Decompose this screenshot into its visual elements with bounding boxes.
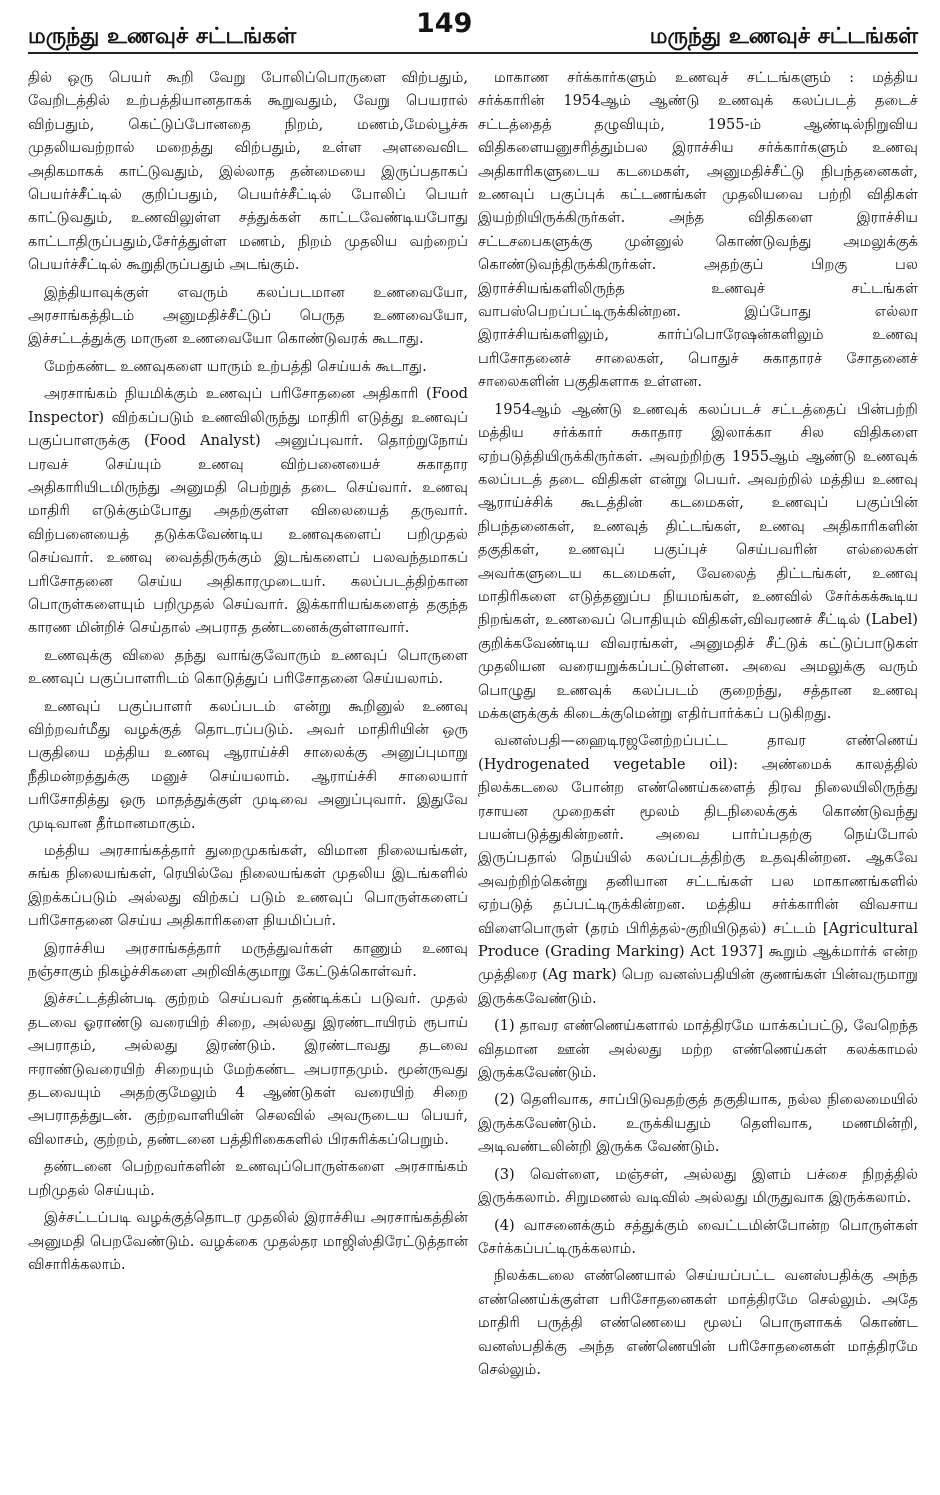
paragraph: மேற்கண்ட உணவுகளை யாரும் உற்பத்தி செய்யக் கூடாது. <box>44 357 427 375</box>
paragraph: மத்திய அரசாங்கத்தார் துறைமுகங்கள், விமான நிலையங்கள், சுங்க நிலையங்கள், ரெயில்வே நிலையங்கள் முதலிய இடங்களில் இறக்கப்படும் அல்லது விற்கப் படும் உணவுப் பொருள்களைப் பரிசோதனை செய்ய அதிகாரிகளை நியமிப்பர். <box>28 842 468 930</box>
header-right-title: மருந்து உணவுச் சட்டங்கள் <box>649 24 918 49</box>
left-column <box>28 66 468 1385</box>
paragraph: (4) வாசனைக்கும் சத்துக்கும் வைட்டமின்போன்ற பொருள்கள் சேர்க்கப்பட்டிருக்கலாம். <box>478 1216 918 1257</box>
paragraph: அரசாங்கம் நியமிக்கும் உணவுப் பரிசோதனை அதிகாரி (Food Inspector) விற்கப்படும் உணவிலிருந்து மாதிரி எடுத்து உணவுப் பகுப்பாளருக்கு (Food Analyst) அனுப்புவார். தொற்றுநோய் பரவச் செய்யும் உணவு விற்பனையைச் சுகாதார அதிகாரியிடமிருந்து அனுமதி பெற்றுத் தடை செய்வார். உணவு மாதிரி எடுக்கும்போது அதற்குள்ள விலையைத் தருவார். விற்பனையைத் தடுக்கவேண்டிய உணவுகளைப் பறிமுதல் செய்வார். உணவு வைத்திருக்கும் இடங்களைப் பலவந்தமாகப் பரிசோதனை செய்ய அதிகாரமுடையர். கலப்படத்திற்கான பொருள்களையும் பறிமுதல் செய்வார். இக்காரியங்களைத் தகுந்த காரண மின்றிச் செய்தால் அபராத தண்டனைக்குள்ளாவார். <box>28 385 468 637</box>
running-header <box>28 0 918 52</box>
paragraph: இராச்சிய அரசாங்கத்தார் மருத்துவர்கள் காணும் உணவு நஞ்சாகும் நிகழ்ச்சிகளை அறிவிக்குமாறு கேட்டுக்கொள்வர். <box>28 939 468 981</box>
paragraph: இச்சட்டத்தின்படி குற்றம் செய்பவர் தண்டிக்கப் படுவர். முதல் தடவை ஓராண்டு வரையிற் சிறை, அல்லது இரண்டாயிரம் ரூபாய் அபராதம், அல்லது இரண்டும். இரண்டாவது தடவை ஈராண்டுவரையிற் சிறையும் மேற்கண்ட அபராதமும். மூன்ருவது தடவையும் அதற்குமேலும் 4 ஆண்டுகள் வரையிற் சிறை அபராதத்துடன். குற்றவாளியின் செலவில் அவருடைய பெயர், விலாசம், குற்றம், தண்டனை பத்திரிகைகளில் பிரசுரிக்கப்பெறும். <box>28 990 468 1148</box>
paragraph: (2) தெளிவாக, சாப்பிடுவதற்குத் தகுதியாக, நல்ல நிலைமையில் இருக்கவேண்டும். உருக்கியதும் தெளிவாக, மணமின்றி, அடிவண்டலின்றி இருக்க வேண்டும். <box>478 1091 918 1156</box>
page-number: 149 <box>416 8 473 39</box>
paragraph: இச்சட்டப்படி வழக்குத்தொடர முதலில் இராச்சிய அரசாங்கத்தின் அனுமதி பெறவேண்டும். வழக்கை முதல்தர மாஜிஸ்திரேட்டுத்தான் விசாரிக்கலாம். <box>28 1209 468 1273</box>
text-columns <box>28 66 918 1385</box>
header-left-title: மருந்து உணவுச் சட்டங்கள் <box>28 24 297 49</box>
paragraph: மாகாண சர்க்கார்களும் உணவுச் சட்டங்களும் : மத்திய சர்க்காரின் 1954ஆம் ஆண்டு உணவுக் கலப்படத் தடைச் சட்டத்தைத் தழுவியும், 1955-ம் ஆண்டில்நிறுவிய விதிகளையனுசரித்தும்பல இராச்சிய சர்க்கார்களும் உணவு அதிகாரிகளுடைய கடமைகள், அனுமதிச்சீட்டு நிபந்தனைகள், உணவுப் பகுப்புக் கட்டணங்கள் முதலியவை பற்றி விதிகள் இயற்றியிருக்கிருர்கள். அந்த விதிகளை இராச்சிய சட்டசபைகளுக்கு முன்னுல் கொண்டுவந்து அமலுக்குக் கொண்டுவந்திருக்கிருர்கள். அதற்குப் பிறகு பல இராச்சியங்களிலிருந்த உணவுச் சட்டங்கள் வாபஸ்பெறப்பட்டிருக்கின்றன. இப்போது எல்லா இராச்சியங்களிலும், கார்ப்பொரேஷன்களிலும் உணவு பரிசோதனைச் சாலைகள், பொதுச் சுகாதாரச் சோதனைச் சாலைகளின் பகுதிகளாக உள்ளன. <box>478 69 918 391</box>
paragraph: தண்டனை பெற்றவர்களின் உணவுப்பொருள்களை அரசாங்கம் பறிமுதல் செய்யும். <box>28 1158 468 1199</box>
paragraph: 1954ஆம் ஆண்டு உணவுக் கலப்படச் சட்டத்தைப் பின்பற்றி மத்திய சர்க்கார் சுகாதார இலாக்கா சில விதிகளை ஏற்படுத்தியிருக்கிருர்கள். அவற்றிற்கு 1955ஆம் ஆண்டு உணவுக் கலப்படத் தடை விதிகள் என்று பெயர். அவற்றில் மத்திய உணவு ஆராய்ச்சிக் கூடத்தின் கடமைகள், உணவுப் பகுப்பின் நிபந்தனைகள், உணவுத் திட்டங்கள், உணவு அதிகாரிகளின் தகுதிகள், உணவுப் பகுப்புச் செய்பவரின் எல்லைகள் அவர்களுடைய கடமைகள், வேலைத் திட்டங்கள், உணவு மாதிரிகளை எடுத்தனுப்ப நியமங்கள், உணவில் சேர்க்கக்கூடிய நிறங்கள், உணவைப் பொதியும் விதிகள்,விவரணச் சீட்டில் (Label) குறிக்கவேண்டிய விவரங்கள், அனுமதிச் சீட்டுக் கட்டுப்பாடுகள் முதலியன வரையறுக்கப்பட்டுள்ளன. அவை அமலுக்கு வரும் பொழுது உணவுக் கலப்படம் குறைந்து, சத்தான உணவு மக்களுக்குக் கிடைக்குமென்று எதிர்பார்க்கப் படுகிறது. <box>478 400 918 722</box>
paragraph: இந்தியாவுக்குள் எவரும் கலப்படமான உணவையோ, அரசாங்கத்திடம் அனுமதிச்சீட்டுப் பெருத உணவையோ, இச்சட்டத்துக்கு மாருன உணவையோ கொண்டுவரக் கூடாது. <box>28 283 468 348</box>
paragraph: தில் ஒரு பெயர் கூறி வேறு போலிப்பொருளை விற்பதும், வேறிடத்தில் உற்பத்தியானதாகக் கூறுவதும், வேறு பெயரால் விற்பதும், கெட்டுப்போனதை நிறம், மணம்,மேல்பூச்சு முதலியவற்றால் மறைத்து விற்பதும், உள்ள அளவைவிட அதிகமாகக் காட்டுவதும், இல்லாத தன்மையை இருப்பதாகப் பெயர்ச்சீட்டில் குறிப்பதும், பெயர்ச்சீட்டில் போலிப் பெயர் காட்டுவதும், உணவிலுள்ள சத்துக்கள் காட்டவேண்டியபோது காட்டாதிருப்பதும்,சேர்த்துள்ள மணம், நிறம் முதலிய வற்றைப் பெயர்ச்சீட்டில் கூறுதிருப்பதும் அடங்கும். <box>28 69 468 274</box>
paragraph: உணவுப் பகுப்பாளர் கலப்படம் என்று கூறினுல் உணவு விற்றவர்மீது வழக்குத் தொடரப்படும். அவர் மாதிரியின் ஒரு பகுதியை மத்திய உணவு ஆராய்ச்சி சாலைக்கு அனுப்புமாறு நீதிமன்றத்துக்கு மனுச் செய்யலாம். ஆராய்ச்சி சாலையார் பரிசோதித்து ஒரு மாதத்துக்குள் முடிவை அனுப்புவார். இதுவே முடிவான தீர்மானமாகும். <box>28 697 468 832</box>
right-column <box>478 66 918 1385</box>
header-rule <box>28 52 918 54</box>
paragraph: (1) தாவர எண்ணெய்களால் மாத்திரமே யாக்கப்பட்டு, வேறெந்த விதமான ஊன் அல்லது மற்ற எண்ணெய்கள் கலக்காமல் இருக்கவேண்டும். <box>478 1017 918 1082</box>
paragraph: வனஸ்பதி—ஹைடிரஜனேற்றப்பட்ட தாவர எண்ணெய் (Hydrogenated vegetable oil): அண்மைக் காலத்தில் நிலக்கடலை போன்ற எண்ணெய்களைத் திரவ நிலையிலிருந்து ரசாயன முறைகள் மூலம் திடநிலைக்குக் கொண்டுவந்து பயன்படுத்துகின்றனர். அவை பார்ப்பதற்கு நெய்போல் இருப்பதால் நெய்யில் கலப்படத்திற்கு உதவுகின்றன. ஆகவே அவற்றிற்கென்று தனியான சட்டங்கள் பல மாகாணங்களில் ஏற்படுத் தப்பட்டிருக்கின்றன. மத்திய சர்க்காரின் விவசாய விளைபொருள் (தரம் பிரித்தல்-குறியிடுதல்) சட்டம் [Agricultural Produce (Grading Marking) Act 1937] கூறும் ஆக்மார்க் என்ற முத்திரை (Ag mark) பெற வனஸ்பதியின் குணங்கள் பின்வருமாறு இருக்கவேண்டும். <box>478 732 918 1007</box>
paragraph: உணவுக்கு விலை தந்து வாங்குவோரும் உணவுப் பொருளை உணவுப் பகுப்பாளரிடம் கொடுத்துப் பரிசோதனை செய்யலாம். <box>28 646 468 688</box>
paragraph: (3) வெள்ளை, மஞ்சள், அல்லது இளம் பச்சை நிறத்தில் இருக்கலாம். சிறுமணல் வடிவில் அல்லது மிருதுவாக இருக்கலாம். <box>478 1165 918 1207</box>
paragraph: நிலக்கடலை எண்ணெயால் செய்யப்பட்ட வனஸ்பதிக்கு அந்த எண்ணெய்க்குள்ள பரிசோதனைகள் மாத்திரமே செல்லும். அதே மாதிரி பருத்தி எண்ணெயை மூலப் பொருளாகக் கொண்ட வனஸ்பதிக்கு அந்த எண்ணெயின் பரிசோதனைகள் மாத்திரமே செல்லும். <box>478 1267 918 1378</box>
